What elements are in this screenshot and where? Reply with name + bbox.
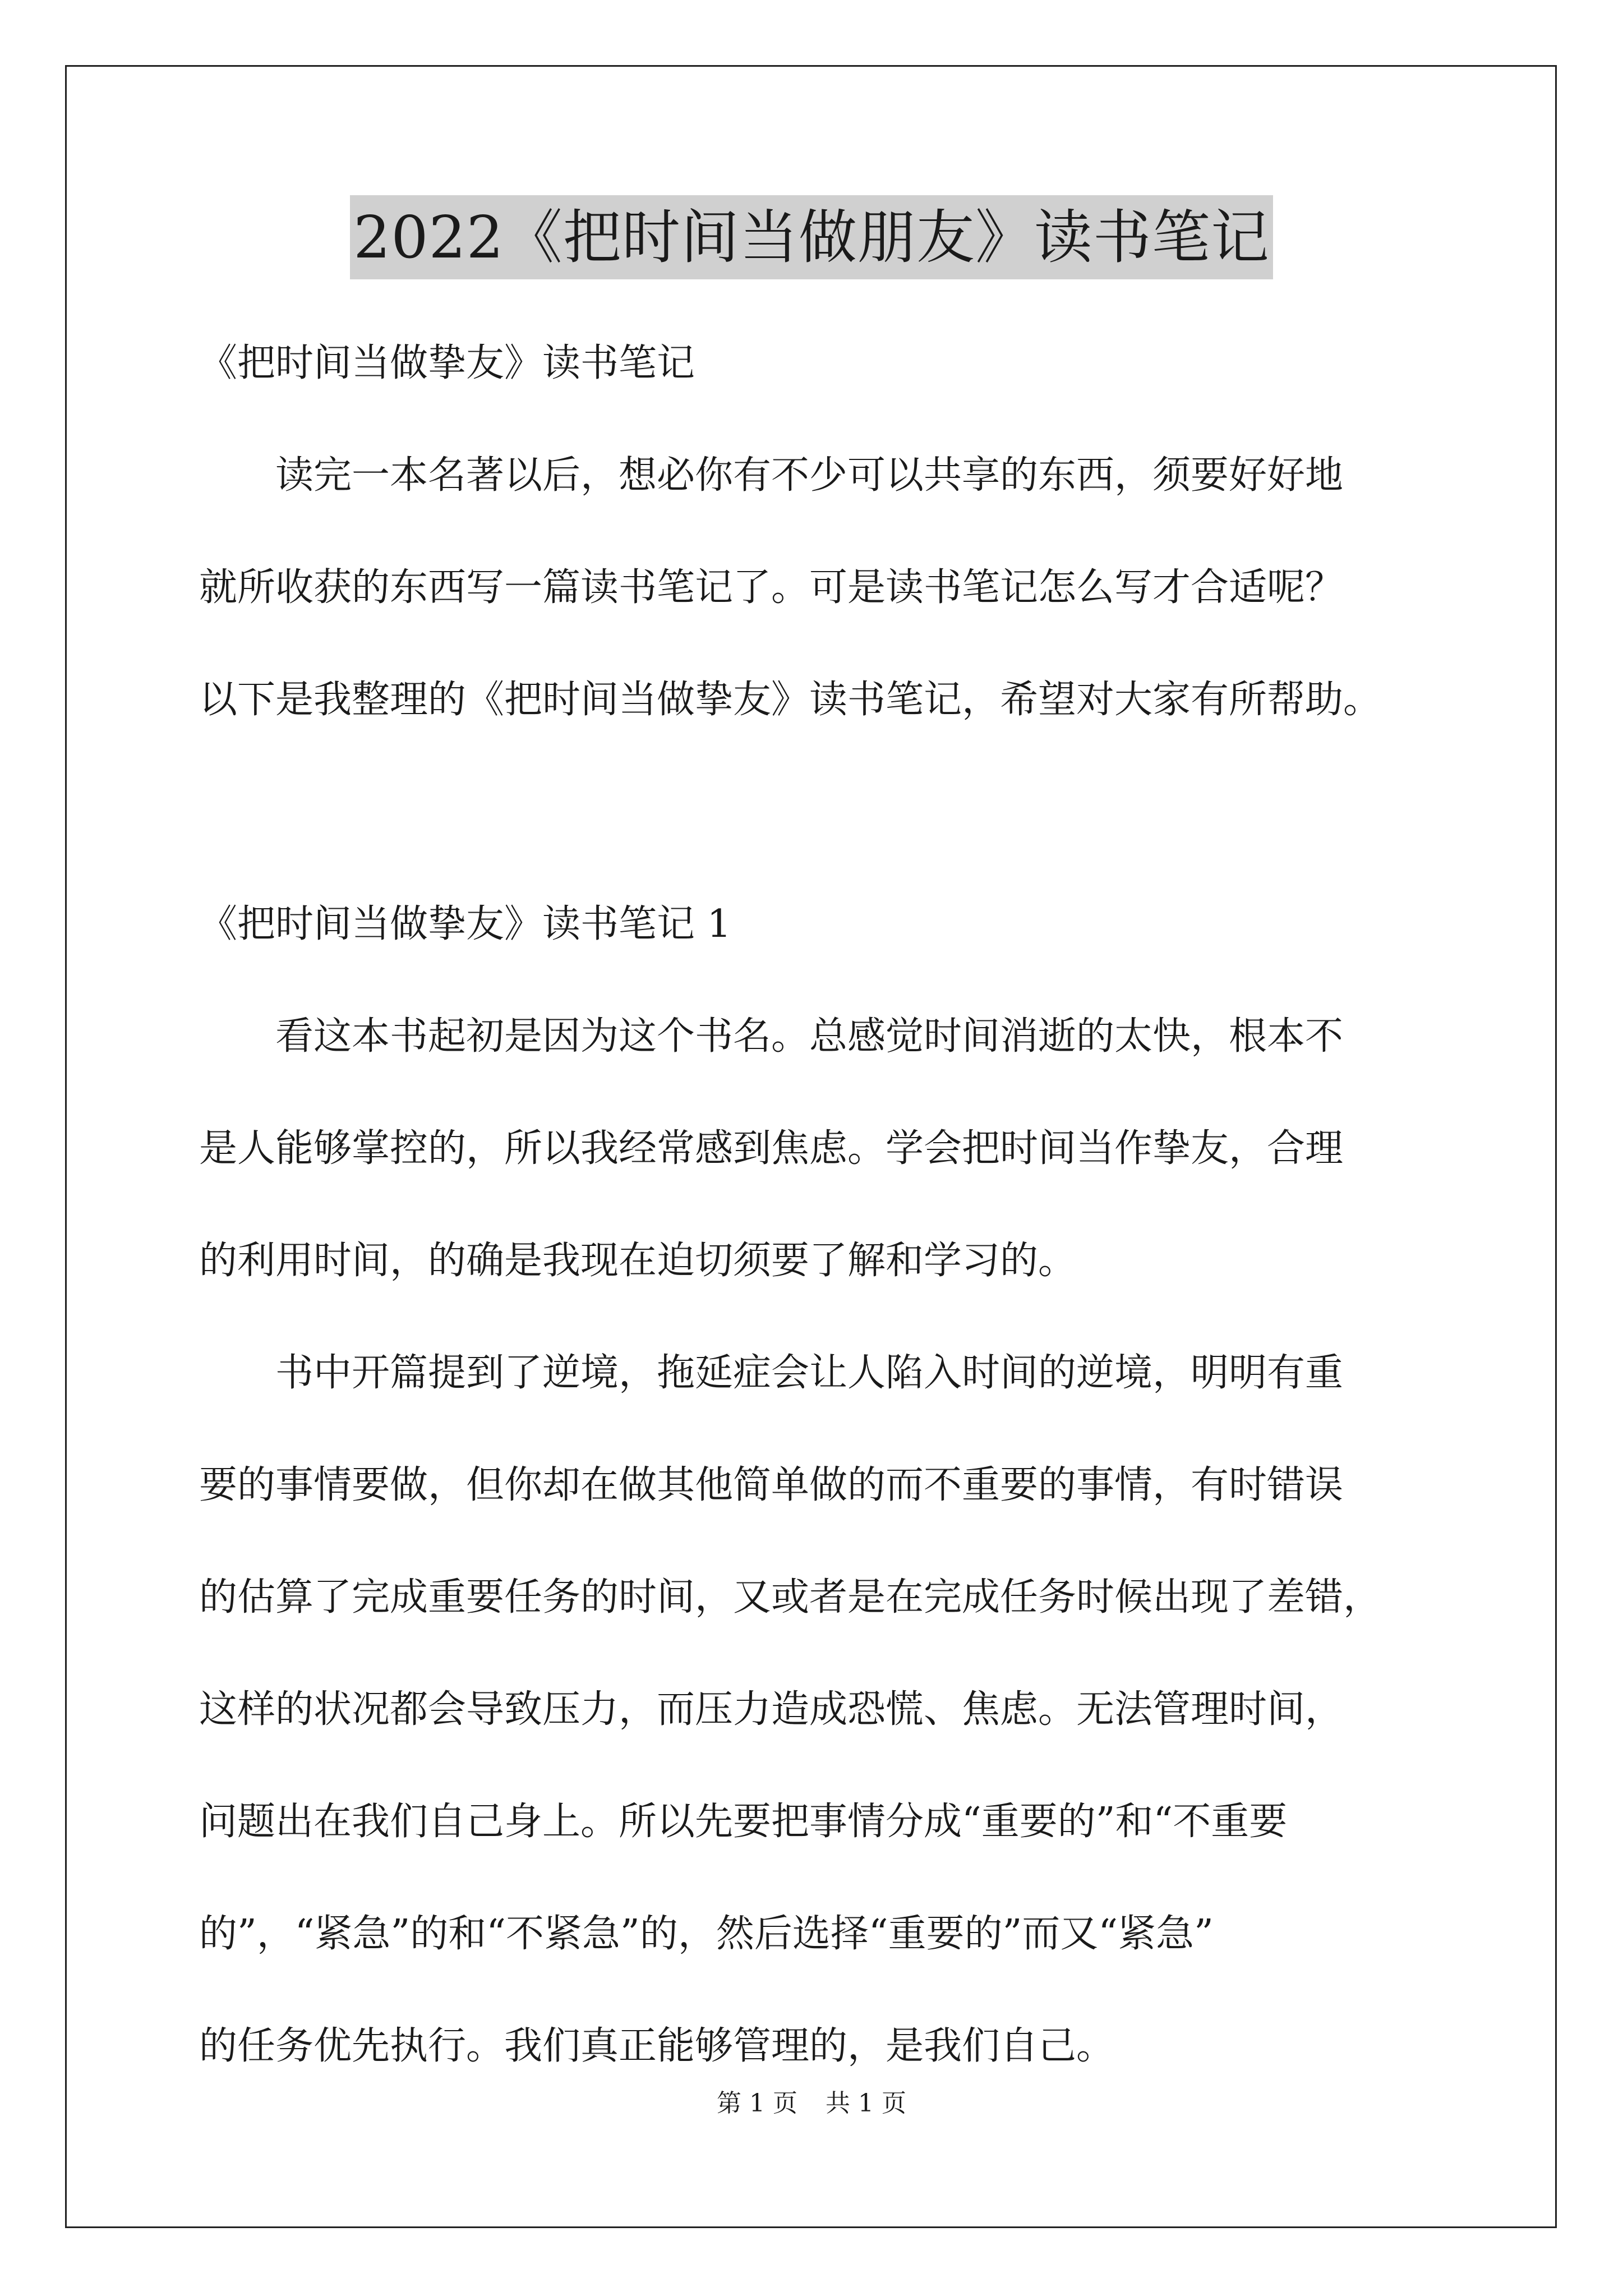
paragraph-line: 是人能够掌控的，所以我经常感到焦虑。学会把时间当作挚友，合理 bbox=[199, 1126, 1344, 1171]
document-title: 2022《把时间当做朋友》读书笔记 bbox=[350, 195, 1273, 279]
intro-line: 以下是我整理的《把时间当做挚友》读书笔记，希望对大家有所帮助。 bbox=[199, 678, 1382, 722]
section-1 bbox=[199, 868, 1433, 2102]
title-area bbox=[0, 195, 1623, 279]
paragraph-line: 的利用时间，的确是我现在迫切须要了解和学习的。 bbox=[199, 1239, 1077, 1283]
paragraph-line: 书中开篇提到了逆境，拖延症会让人陷入时间的逆境，明明有重 bbox=[275, 1351, 1344, 1395]
paragraph-line: 的任务优先执行。我们真正能够管理的，是我们自己。 bbox=[199, 2024, 1115, 2068]
paragraph-line: 这样的状况都会导致压力，而压力造成恐慌、焦虑。无法管理时间， bbox=[199, 1687, 1344, 1732]
intro-line: 读完一本名著以后，想必你有不少可以共享的东西，须要好好地 bbox=[275, 453, 1344, 498]
paragraph-line: 的估算了完成重要任务的时间，又或者是在完成任务时候出现了差错， bbox=[199, 1575, 1382, 1619]
page-number: 第 1 页 bbox=[717, 2089, 797, 2118]
intro-line: 就所收获的东西写一篇读书笔记了。可是读书笔记怎么写才合适呢？ bbox=[199, 565, 1344, 610]
paragraph-line: 问题出在我们自己身上。所以先要把事情分成“重要的”和“不重要 bbox=[199, 1800, 1288, 1844]
page-total: 共 1 页 bbox=[826, 2089, 906, 2118]
intro-heading: 《把时间当做挚友》读书笔记 bbox=[199, 341, 695, 385]
paragraph-line: 的”，“紧急”的和“不紧急”的，然后选择“重要的”而又“紧急” bbox=[199, 1912, 1214, 1956]
section-heading: 《把时间当做挚友》读书笔记 1 bbox=[199, 902, 731, 946]
paragraph-line: 看这本书起初是因为这个书名。总感觉时间消逝的太快，根本不 bbox=[275, 1014, 1344, 1059]
page-footer bbox=[0, 2087, 1623, 2120]
intro-block bbox=[199, 307, 1433, 756]
paragraph-line: 要的事情要做，但你却在做其他简单做的而不重要的事情，有时错误 bbox=[199, 1463, 1344, 1507]
